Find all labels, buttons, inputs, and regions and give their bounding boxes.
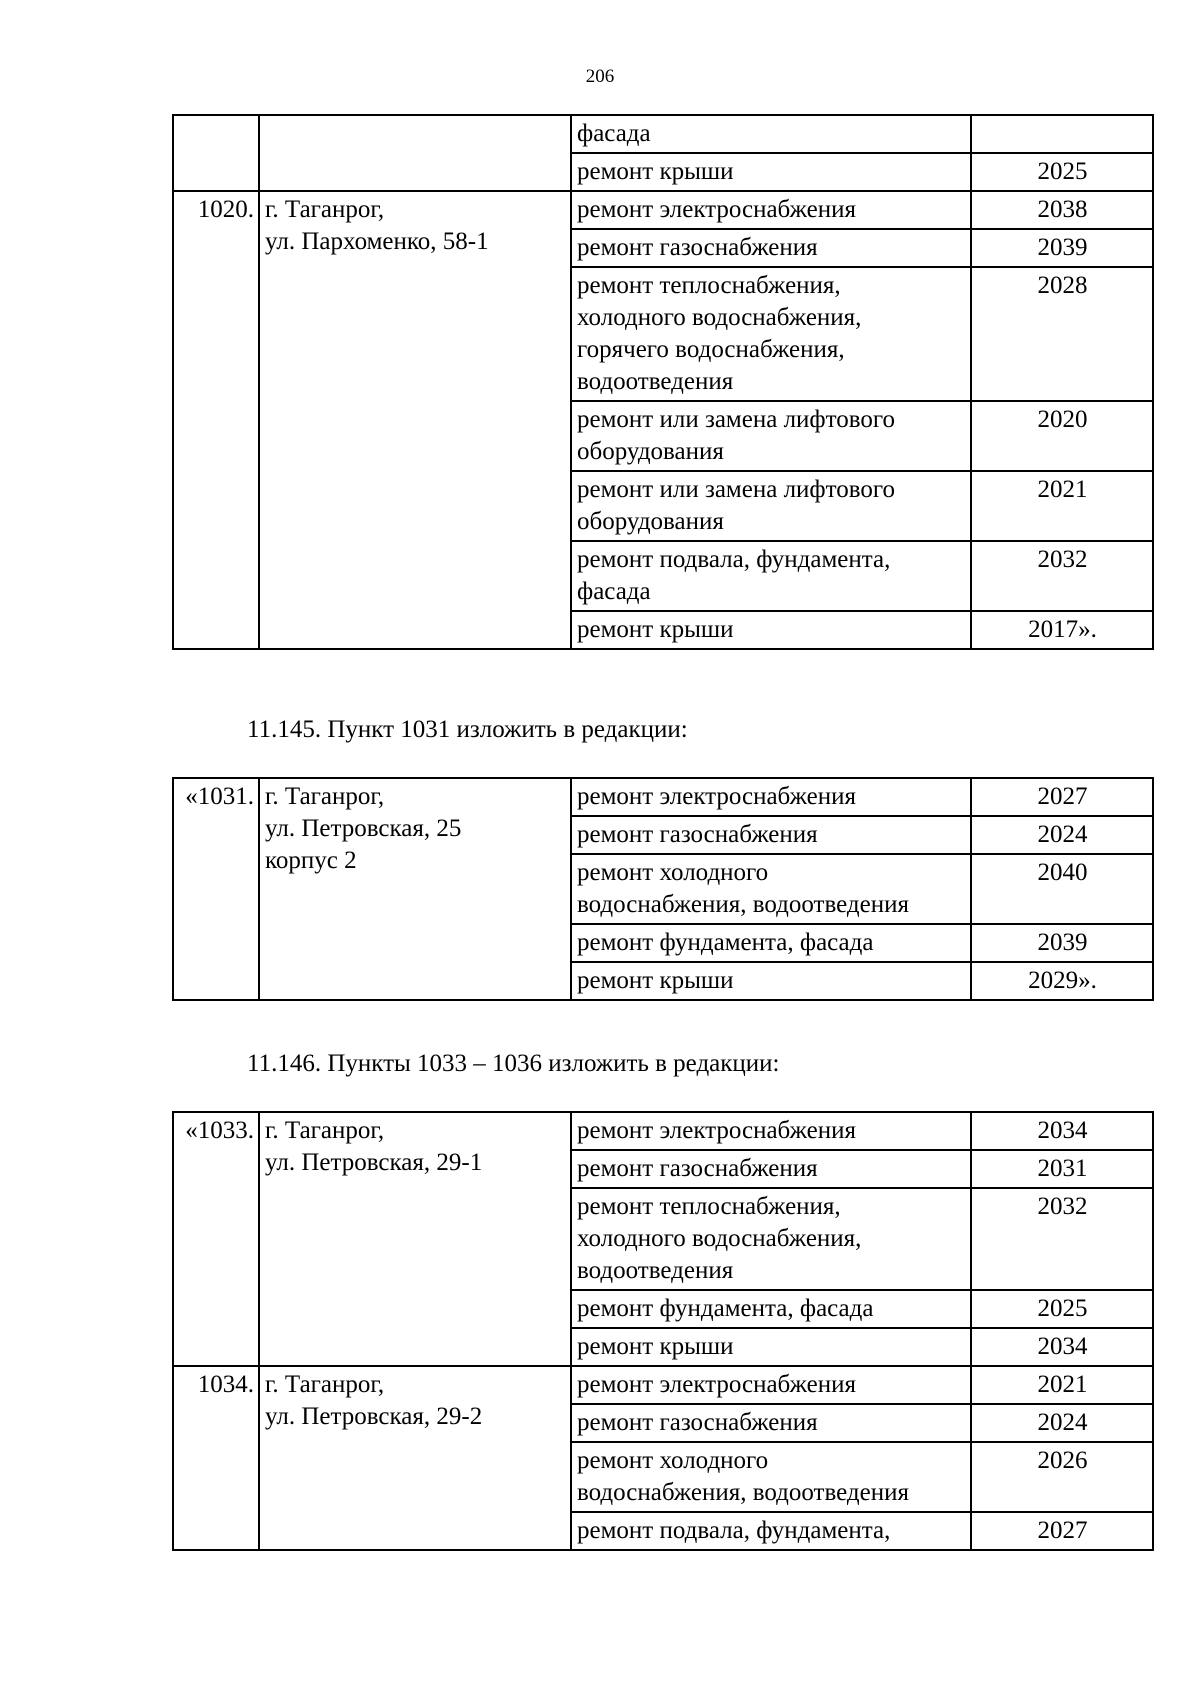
table-row (173, 778, 1153, 816)
table-row (173, 1112, 1153, 1150)
amendment-paragraph: 11.146. Пункты 1033 – 1036 изложить в редакции: (247, 1050, 780, 1077)
address-cell (259, 115, 571, 191)
work-type-cell: ремонт теплоснабжения, холодного водоснабжения, горячего водоснабжения, водоотведения (571, 267, 971, 401)
year-cell: 2039 (971, 229, 1153, 267)
work-type-cell: ремонт теплоснабжения, холодного водоснабжения, водоотведения (571, 1188, 971, 1290)
work-type-cell: ремонт газоснабжения (571, 816, 971, 854)
item-number (173, 115, 259, 191)
work-type-cell: ремонт подвала, фундамента, фасада (571, 541, 971, 611)
work-type-cell: ремонт холодного водоснабжения, водоотведения (571, 1442, 971, 1512)
work-type-cell: ремонт электроснабжения (571, 778, 971, 816)
year-cell: 2026 (971, 1442, 1153, 1512)
year-cell: 2027 (971, 778, 1153, 816)
year-cell: 2034 (971, 1328, 1153, 1366)
year-cell: 2034 (971, 1112, 1153, 1150)
work-type-cell: ремонт фундамента, фасада (571, 1290, 971, 1328)
year-cell: 2021 (971, 1366, 1153, 1404)
work-type-cell: ремонт фундамента, фасада (571, 924, 971, 962)
address-cell: г. Таганрог, ул. Пархоменко, 58-1 (259, 191, 571, 649)
item-number: 1034. (173, 1366, 259, 1550)
work-type-cell: ремонт подвала, фундамента, (571, 1512, 971, 1550)
year-cell: 2029». (971, 962, 1153, 1000)
year-cell: 2040 (971, 854, 1153, 924)
work-type-cell: ремонт или замена лифтового оборудования (571, 401, 971, 471)
year-cell: 2039 (971, 924, 1153, 962)
year-cell: 2024 (971, 816, 1153, 854)
work-type-cell: ремонт электроснабжения (571, 1366, 971, 1404)
address-cell: г. Таганрог, ул. Петровская, 29-1 (259, 1112, 571, 1366)
item-number: 1020. (173, 191, 259, 649)
work-type-cell: ремонт крыши (571, 1328, 971, 1366)
table-continuation (172, 114, 1154, 650)
work-type-cell: ремонт газоснабжения (571, 229, 971, 267)
year-cell: 2027 (971, 1512, 1153, 1550)
work-type-cell: фасада (571, 115, 971, 153)
table-row (173, 1366, 1153, 1404)
year-cell: 2032 (971, 541, 1153, 611)
address-cell: г. Таганрог, ул. Петровская, 25 корпус 2 (259, 778, 571, 1000)
work-type-cell: ремонт или замена лифтового оборудования (571, 471, 971, 541)
item-number: «1033. (173, 1112, 259, 1366)
work-type-cell: ремонт газоснабжения (571, 1150, 971, 1188)
work-type-cell: ремонт крыши (571, 962, 971, 1000)
year-cell: 2017». (971, 611, 1153, 649)
year-cell: 2031 (971, 1150, 1153, 1188)
year-cell: 2032 (971, 1188, 1153, 1290)
year-cell: 2021 (971, 471, 1153, 541)
work-type-cell: ремонт холодного водоснабжения, водоотведения (571, 854, 971, 924)
work-type-cell: ремонт крыши (571, 611, 971, 649)
year-cell: 2024 (971, 1404, 1153, 1442)
year-cell: 2025 (971, 153, 1153, 191)
table-item-1031 (172, 777, 1154, 1001)
item-number: «1031. (173, 778, 259, 1000)
page-number: 206 (585, 66, 615, 87)
year-cell: 2028 (971, 267, 1153, 401)
work-type-cell: ремонт газоснабжения (571, 1404, 971, 1442)
amendment-paragraph: 11.145. Пункт 1031 изложить в редакции: (247, 716, 688, 743)
address-cell: г. Таганрог, ул. Петровская, 29-2 (259, 1366, 571, 1550)
work-type-cell: ремонт электроснабжения (571, 191, 971, 229)
work-type-cell: ремонт крыши (571, 153, 971, 191)
year-cell: 2020 (971, 401, 1153, 471)
work-type-cell: ремонт электроснабжения (571, 1112, 971, 1150)
year-cell (971, 115, 1153, 153)
year-cell: 2038 (971, 191, 1153, 229)
table-row (173, 191, 1153, 229)
year-cell: 2025 (971, 1290, 1153, 1328)
table-row (173, 115, 1153, 153)
table-items-1033-1036 (172, 1111, 1154, 1551)
